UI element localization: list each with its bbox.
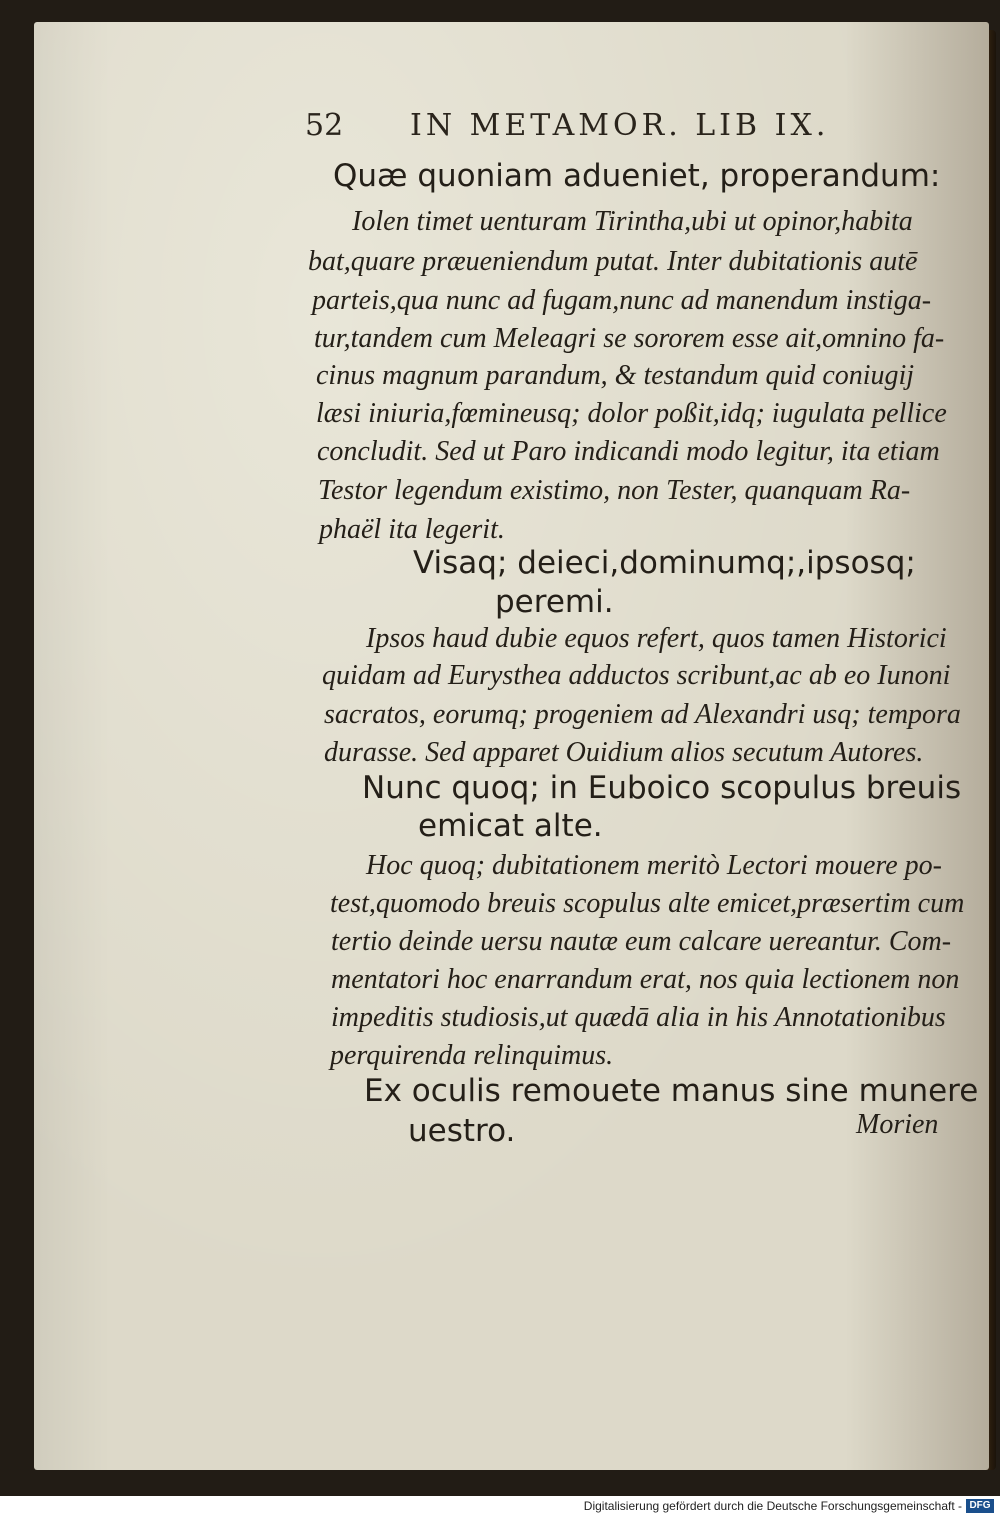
text-line: Ipsos haud dubie equos refert, quos tamen Historici — [366, 623, 947, 654]
text-line: læsi iniuria,fœmineusq; dolor poßit,idq; iugulata pellice — [316, 398, 947, 429]
text-line: tur,tandem cum Meleagri se sororem esse ait,omnino fa- — [314, 323, 945, 354]
page-number: 52 — [305, 108, 344, 143]
text-line: Visaq; deieci,dominumq;,ipsosq; — [413, 545, 916, 581]
text-line: peremi. — [495, 584, 614, 620]
text-line: quidam ad Eurysthea adductos scribunt,ac ab eo Iunoni — [322, 660, 951, 691]
catchword: Morien — [856, 1109, 939, 1140]
text-line: Quæ quoniam adueniet, properandum: — [333, 158, 941, 194]
text-line: mentatori hoc enarrandum erat, nos quia lectionem non — [331, 964, 960, 995]
dfg-logo: DFG — [966, 1499, 994, 1513]
text-line: Iolen timet uenturam Tirintha,ubi ut opinor,habita — [352, 206, 913, 237]
text-line: perquirenda relinquimus. — [330, 1040, 614, 1071]
text-line: emicat alte. — [418, 808, 603, 844]
text-line: durasse. Sed apparet Ouidium alios secutum Autores. — [324, 737, 924, 768]
text-line: parteis,qua nunc ad fugam,nunc ad manendum instiga- — [312, 285, 932, 316]
text-line: bat,quare præueniendum putat. Inter dubitationis autē — [308, 246, 918, 277]
text-line: Ex oculis remouete manus sine munere — [364, 1073, 979, 1109]
text-line: Nunc quoq; in Euboico scopulus breuis — [362, 770, 962, 806]
text-line: Testor legendum existimo, non Tester, quanquam Ra- — [318, 475, 911, 506]
footer-bar — [0, 1496, 1000, 1518]
text-line: impeditis studiosis,ut quædā alia in his Annotationibus — [331, 1002, 946, 1033]
text-line: phaël ita legerit. — [319, 514, 505, 545]
footer-credit: Digitalisierung gefördert durch die Deutsche Forschungsgemeinschaft - — [583, 1499, 962, 1513]
text-line: Hoc quoq; dubitationem meritò Lectori mouere po- — [366, 850, 942, 881]
text-line: cinus magnum parandum, & testandum quid coniugij — [316, 360, 915, 391]
text-line: uestro. — [408, 1113, 516, 1149]
text-line: concludit. Sed ut Paro indicandi modo legitur, ita etiam — [317, 436, 940, 467]
text-line: sacratos, eorumq; progeniem ad Alexandri usq; tempora — [324, 699, 961, 730]
text-line: test,quomodo breuis scopulus alte emicet,præsertim cum — [330, 888, 965, 919]
running-title: IN METAMOR. LIB IX. — [410, 108, 830, 143]
text-line: tertio deinde uersu nautæ eum calcare uereantur. Com- — [331, 926, 952, 957]
